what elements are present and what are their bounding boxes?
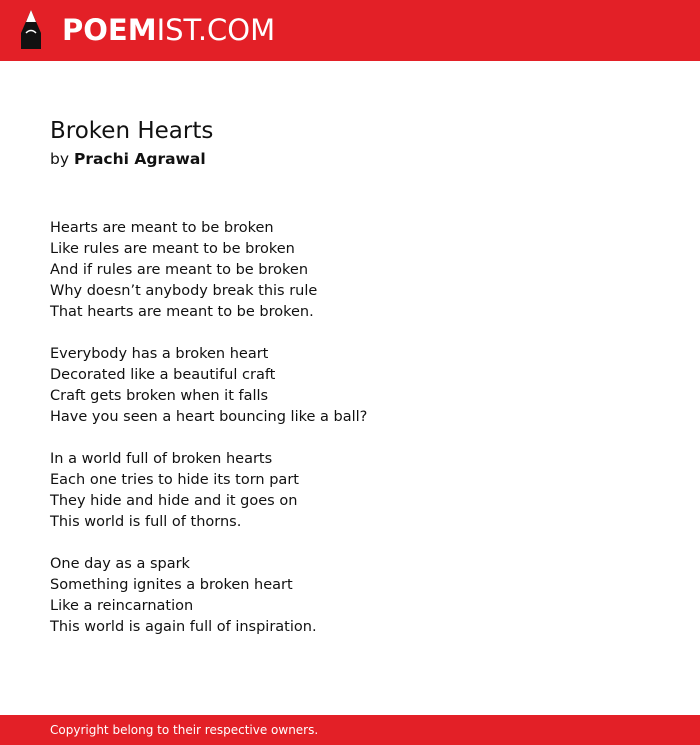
poem-line: Like a reincarnation bbox=[50, 598, 194, 614]
poem-line: Have you seen a heart bouncing like a ball? bbox=[50, 409, 368, 425]
poem-line: One day as a spark bbox=[50, 556, 190, 572]
poem-stanza bbox=[50, 554, 650, 638]
poem-stanza bbox=[50, 218, 650, 323]
poem-line: Hearts are meant to be broken bbox=[50, 220, 274, 236]
pencil-tip-icon[interactable] bbox=[18, 9, 44, 51]
poem-stanza bbox=[50, 449, 650, 533]
logo-bold-text: POEM bbox=[62, 13, 157, 47]
poem-line: In a world full of broken hearts bbox=[50, 451, 273, 467]
poem-line: Like rules are meant to be broken bbox=[50, 241, 295, 257]
poem-line: Why doesn’t anybody break this rule bbox=[50, 283, 318, 299]
site-footer bbox=[0, 715, 700, 745]
poem-line: This world is again full of inspiration. bbox=[50, 619, 317, 635]
poem-byline bbox=[50, 147, 206, 171]
poem-line: Something ignites a broken heart bbox=[50, 577, 293, 593]
footer-copyright: Copyright belong to their respective owners. bbox=[50, 723, 319, 737]
poem-line: Each one tries to hide its torn part bbox=[50, 472, 299, 488]
poem-line: Everybody has a broken heart bbox=[50, 346, 269, 362]
poem-stanza bbox=[50, 344, 650, 428]
poem-line: They hide and hide and it goes on bbox=[50, 493, 298, 509]
poem-line: This world is full of thorns. bbox=[50, 514, 242, 530]
poem-body bbox=[50, 218, 650, 659]
byline-prefix: by bbox=[50, 150, 70, 168]
logo-light-text: IST.COM bbox=[156, 13, 276, 47]
poem-line: Craft gets broken when it falls bbox=[50, 388, 269, 404]
site-logo[interactable] bbox=[62, 11, 275, 49]
site-header bbox=[0, 0, 700, 61]
poem-line: That hearts are meant to be broken. bbox=[50, 304, 314, 320]
poem-title: Broken Hearts bbox=[50, 118, 214, 144]
poem-author: Prachi Agrawal bbox=[73, 150, 206, 168]
poem-line: And if rules are meant to be broken bbox=[50, 262, 309, 278]
poem-line: Decorated like a beautiful craft bbox=[50, 367, 276, 383]
